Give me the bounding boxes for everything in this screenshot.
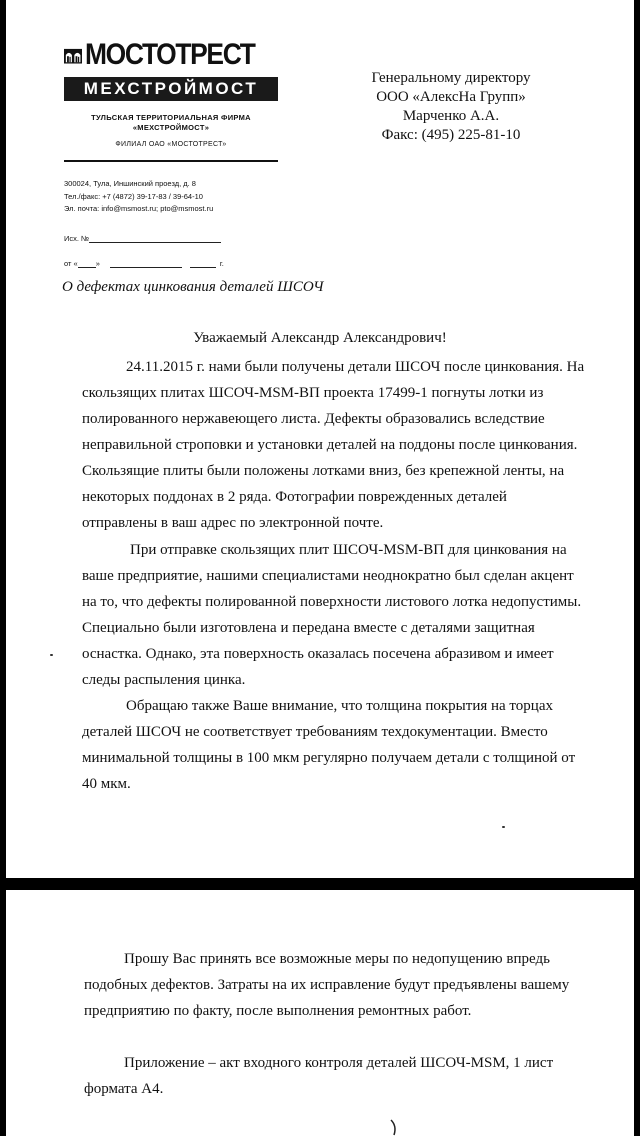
outgoing-number-blank (89, 234, 221, 243)
bridge-logo-icon (64, 41, 82, 69)
sender-email: Эл. почта: info@msmost.ru; pto@msmost.ru (64, 204, 214, 213)
paragraph-line: Прошу Вас принять все возможные меры по недопущению впредь (124, 951, 550, 967)
paragraph-line: оснастка. Однако, эта поверхность оказалась посечена абразивом и имеет (82, 646, 554, 662)
paragraph-line: Специально были изготовлена и передана вместе с деталями защитная (82, 620, 535, 636)
brand-name: МОСТОТРЕСТ (85, 38, 255, 71)
outgoing-number-label: Исх. № (64, 234, 90, 243)
paragraph-line: Скользящие плиты были положены лотками вниз, без крепежной ленты, на (82, 463, 565, 479)
paragraph-line: подобных дефектов. Затраты на их исправление будут предъявлены вашему (84, 977, 570, 993)
paragraph-line: При отправке скользящих плит ШСОЧ-MSM-ВП для цинкования на (130, 542, 567, 558)
addressee-company: ООО «АлексНа Групп» (376, 89, 526, 105)
letterhead-subtitle-2: «МЕХСТРОЙМОСТ» (132, 123, 210, 132)
letterhead-divider (64, 160, 278, 162)
addressee-block (331, 69, 571, 145)
date-prefix: от « (64, 259, 78, 268)
paragraph-line: 40 мкм. (82, 776, 131, 792)
pen-mark-icon (388, 1118, 402, 1136)
paragraph-line: деталей ШСОЧ не соответствует требованиям техдокументации. Вместо (82, 724, 548, 740)
paragraph-line: неправильной строповки и установки деталей на поддоны после цинкования. (82, 437, 578, 453)
sender-phone: Тел./факс: +7 (4872) 39-17-83 / 39-64-10 (64, 191, 203, 201)
company-logo (64, 38, 278, 162)
outgoing-number-line (64, 234, 221, 243)
date-line (64, 259, 224, 268)
paragraph-line: следы распыления цинка. (82, 672, 246, 688)
paragraph-attachment (84, 1050, 604, 1102)
paragraph-1 (82, 354, 602, 536)
paragraph-line: формата А4. (84, 1081, 164, 1097)
sender-address: 300024, Тула, Иншинский проезд, д. 8 (64, 179, 196, 188)
addressee-name: Марченко А.А. (402, 108, 500, 124)
day-blank (78, 259, 96, 268)
sender-contacts (64, 178, 213, 216)
paragraph-line: минимальной толщины в 100 мкм регулярно получаем детали с толщиной от (82, 750, 576, 766)
month-blank (110, 259, 182, 268)
scan-speck (50, 654, 53, 656)
letter-page-2 (6, 890, 634, 1136)
letterhead-subtitle-1: ТУЛЬСКАЯ ТЕРРИТОРИАЛЬНАЯ ФИРМА (91, 113, 251, 122)
year-suffix: г. (219, 259, 224, 268)
letterhead-subtitle-3: ФИЛИАЛ ОАО «МОСТОТРЕСТ» (115, 141, 227, 148)
year-blank (190, 259, 216, 268)
addressee-position: Генеральному директору (371, 70, 531, 86)
letter-page-1 (6, 0, 634, 878)
paragraph-line: 24.11.2015 г. нами были получены детали ШСОЧ после цинкования. На (126, 359, 585, 375)
paragraph-line: скользящих плитах ШСОЧ-MSM-ВП проекта 17499-1 погнуты лотки из (82, 385, 544, 401)
brand-band: МЕХСТРОЙМОСТ (64, 77, 278, 101)
paragraph-4 (84, 946, 604, 1024)
scan-speck (502, 826, 505, 828)
date-mid: » (95, 259, 100, 268)
letter-greeting: Уважаемый Александр Александрович! (193, 330, 447, 346)
paragraph-line: некоторых поддонах в 2 ряда. Фотографии поврежденных деталей (82, 489, 507, 505)
paragraph-2 (82, 537, 602, 693)
paragraph-line: ваше предприятие, нашими специалистами неоднократно был сделан акцент (82, 568, 574, 584)
paragraph-line: на то, что дефекты полированной поверхности листового лотка недопустимы. (82, 594, 582, 610)
paragraph-line: предприятию по факту, после выполнения ремонтных работ. (84, 1003, 472, 1019)
letter-subject: О дефектах цинкования деталей ШСОЧ (62, 279, 324, 295)
paragraph-line: полированного нержавеющего листа. Дефекты образовались вследствие (82, 411, 545, 427)
paragraph-line: отправлены в ваш адрес по электронной почте. (82, 515, 384, 531)
paragraph-line: Обращаю также Ваше внимание, что толщина покрытия на торцах (126, 698, 553, 714)
paragraph-line: Приложение – акт входного контроля деталей ШСОЧ-MSM, 1 лист (124, 1055, 554, 1071)
addressee-fax: Факс: (495) 225-81-10 (381, 127, 521, 143)
paragraph-3 (82, 693, 602, 797)
